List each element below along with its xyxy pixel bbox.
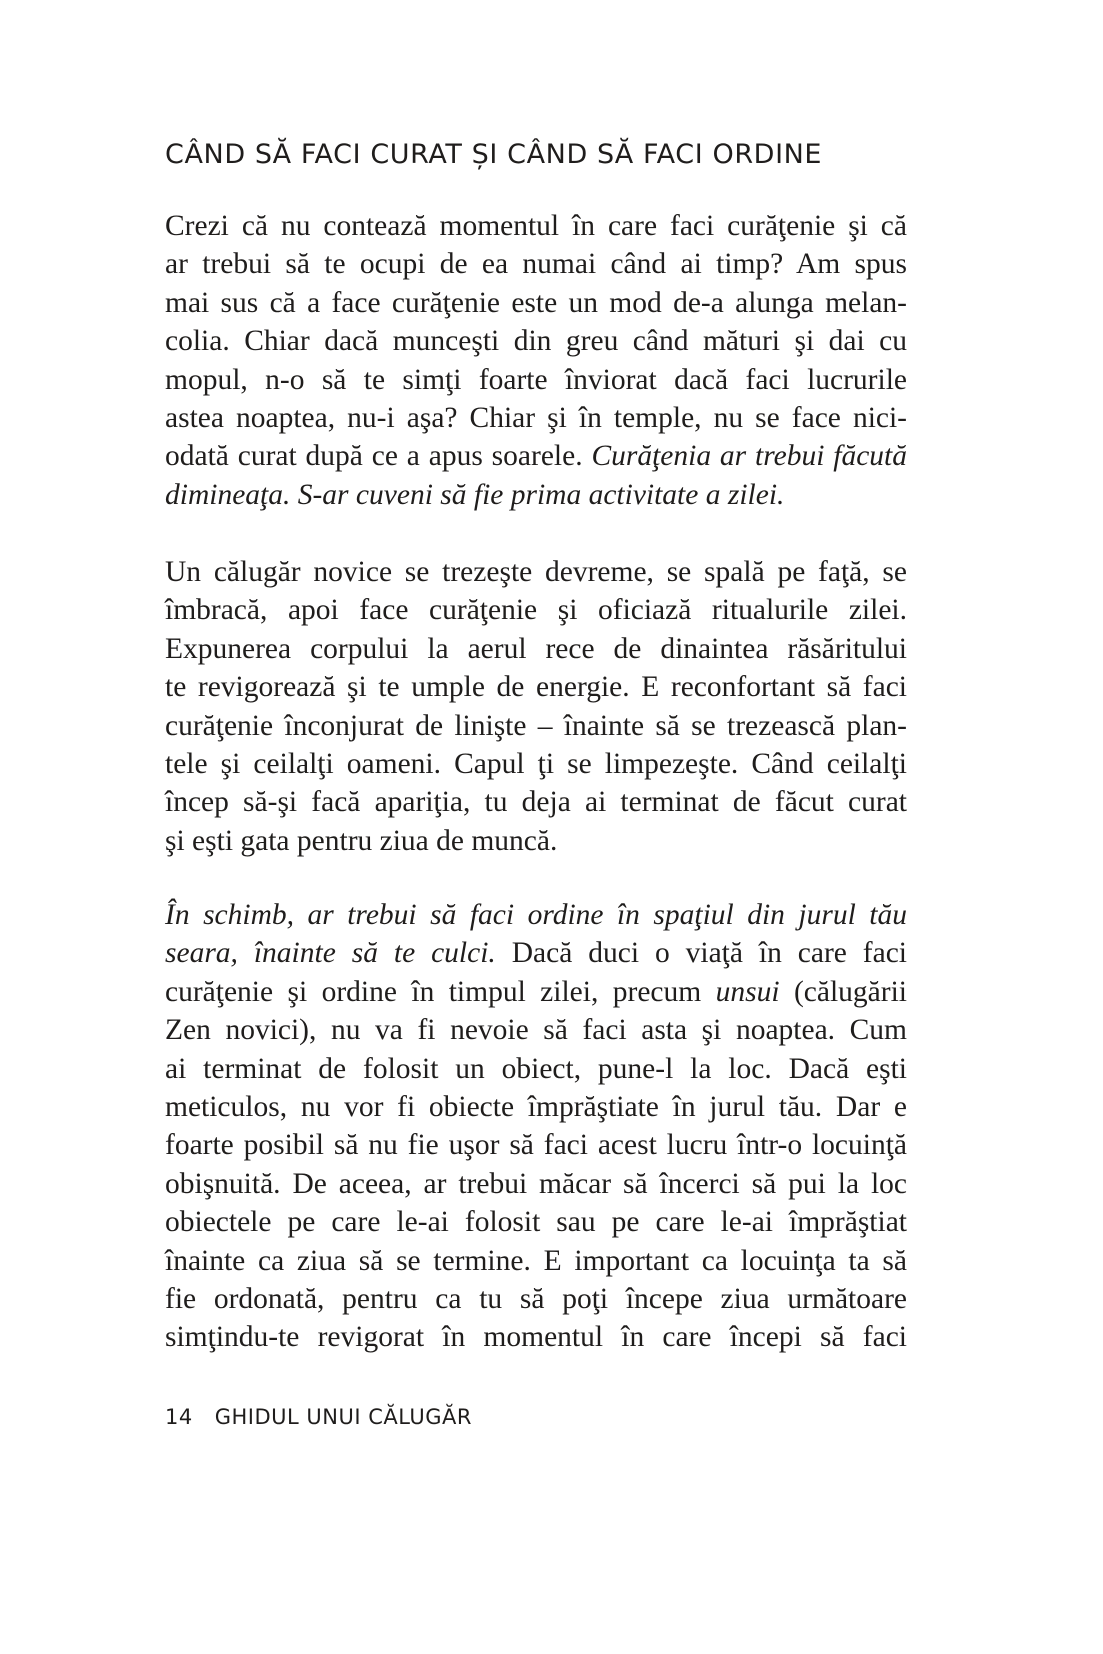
paragraph-3 <box>165 896 907 1357</box>
text-line: tele şi ceilalţi oameni. Capul ţi se limpezeşte. Când ceilalţi <box>165 747 907 780</box>
text-line: Un călugăr novice se trezeşte devreme, se spală pe faţă, se <box>165 556 907 588</box>
text-line: ar trebui să te ocupi de ea numai când ai timp? Am spus <box>165 248 907 281</box>
italic-emphasis: dimineaţa. S-ar cuveni să fie prima activitate a zilei. <box>165 478 785 511</box>
text-line <box>165 896 907 934</box>
text-line: îmbracă, apoi face curăţenie şi oficiază ritualurile zilei. <box>165 594 907 627</box>
text-line: înainte ca ziua să se termine. E important ca locuinţa ta să <box>165 1244 907 1277</box>
paragraph-2 <box>165 553 907 860</box>
text-segment: curăţenie şi ordine în timpul zilei, precum <box>165 975 716 1008</box>
text-line: meticulos, nu vor fi obiecte împrăştiate în jurul tău. Dar e <box>165 1090 907 1123</box>
italic-emphasis: seara, înainte să te culci. <box>165 937 496 970</box>
text-line: simţindu-te revigorat în momentul în care începi să faci <box>165 1321 907 1354</box>
text-line: curăţenie înconjurat de linişte – înainte să se trezească plan- <box>165 709 907 742</box>
text-line: obiectele pe care le-ai folosit sau pe care le-ai împrăştiat <box>165 1206 907 1239</box>
text-line: încep să-şi facă apariţia, tu deja ai terminat de făcut curat <box>165 786 907 819</box>
section-heading: CÂND SĂ FACI CURAT ȘI CÂND SĂ FACI ORDINE <box>165 139 823 170</box>
text-line <box>165 476 907 514</box>
text-line: colia. Chiar dacă munceşti din greu când mături şi dai cu <box>165 325 907 358</box>
text-line <box>165 973 907 1011</box>
text-line: ai terminat de folosit un obiect, pune-l la loc. Dacă eşti <box>165 1052 907 1085</box>
text-line <box>165 934 907 972</box>
text-line: astea noaptea, nu-i aşa? Chiar şi în temple, nu se face nici- <box>165 401 907 434</box>
page-number: 14 <box>165 1405 193 1429</box>
paragraph-1 <box>165 207 907 514</box>
text-line: mai sus că a face curăţenie este un mod de-a alunga melan- <box>165 286 907 319</box>
italic-term: unsui <box>715 975 780 1008</box>
text-line: mopul, n-o să te simţi foarte înviorat dacă faci lucrurile <box>165 363 907 396</box>
text-line: foarte posibil să nu fie uşor să faci acest lucru într-o locuinţă <box>165 1129 907 1162</box>
text-line: obişnuită. De aceea, ar trebui măcar să încerci să pui la loc <box>165 1167 907 1200</box>
italic-emphasis: Curăţenia ar trebui făcută <box>591 440 907 473</box>
text-segment: (călugării <box>779 975 907 1008</box>
text-line: fie ordonată, pentru ca tu să poţi începe ziua următoare <box>165 1282 907 1315</box>
text-segment: Dacă duci o viaţă în care faci <box>495 937 907 970</box>
running-title: GHIDUL UNUI CĂLUGĂR <box>214 1405 473 1429</box>
page-footer <box>165 1405 472 1429</box>
text-line <box>165 437 907 475</box>
text-line: Crezi că nu contează momentul în care faci curăţenie şi că <box>165 210 907 242</box>
text-line: şi eşti gata pentru ziua de muncă. <box>165 824 558 857</box>
text-line: Expunerea corpului la aerul rece de dinaintea răsăritului <box>165 632 907 665</box>
text-line: Zen novici), nu va fi nevoie să faci asta şi noaptea. Cum <box>165 1014 907 1047</box>
italic-emphasis: În schimb, ar trebui să faci ordine în spaţiul din jurul tău <box>165 899 907 931</box>
text-segment: odată curat după ce a apus soarele. <box>165 440 592 473</box>
text-line: te revigorează şi te umple de energie. E reconfortant să faci <box>165 671 907 704</box>
